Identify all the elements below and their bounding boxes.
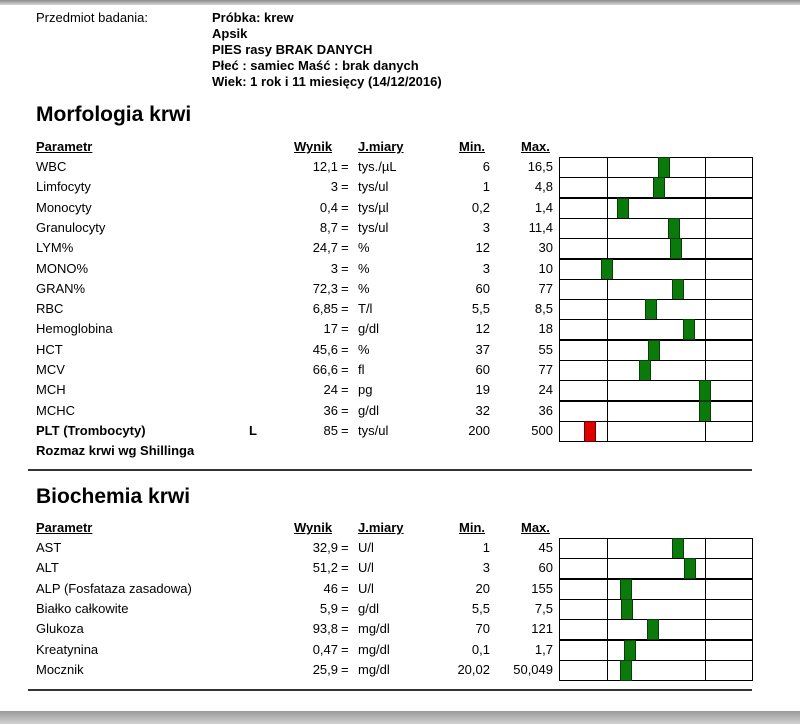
row-equals-sign: =: [341, 641, 349, 657]
row-flag: L: [249, 422, 257, 438]
row-parameter-name: MCV: [36, 362, 65, 377]
row-result-value: 3: [330, 260, 338, 276]
row-unit: U/l: [358, 540, 374, 555]
result-marker: [647, 619, 659, 640]
range-cell-high: [705, 299, 753, 320]
result-marker: [620, 660, 632, 681]
row-max: 1,7: [534, 641, 553, 657]
row-result-value: 85: [323, 422, 338, 438]
row-result-value: 24: [323, 382, 338, 398]
section-divider: [28, 469, 752, 471]
row-max: 50,049: [513, 661, 553, 677]
row-min: 20: [475, 580, 490, 596]
row-result-value: 72,3: [312, 280, 338, 296]
row-equals-sign: =: [341, 199, 349, 215]
section-divider: [28, 689, 752, 691]
row-min: 0,2: [471, 199, 490, 215]
row-max: 16,5: [527, 159, 553, 174]
range-cell-low: [559, 660, 608, 681]
row-min: 5,5: [471, 600, 490, 616]
row-unit: %: [358, 280, 370, 296]
row-min: 32: [475, 402, 490, 418]
range-cell-low: [559, 177, 608, 198]
row-unit: U/l: [358, 560, 374, 576]
row-result-value: 3: [330, 179, 338, 195]
row-unit: %: [358, 260, 370, 276]
column-header-result: Wynik: [294, 139, 333, 154]
result-marker: [624, 640, 636, 661]
row-max: 8,5: [534, 301, 553, 317]
row-unit: g/dl: [358, 600, 379, 616]
range-cell-normal: [607, 279, 706, 300]
age-date-line: Wiek: 1 rok i 11 miesięcy (14/12/2016): [212, 74, 442, 89]
range-cell-low: [559, 401, 608, 422]
result-marker: [639, 360, 651, 381]
row-max: 30: [538, 240, 553, 256]
row-max: 77: [538, 362, 553, 377]
row-result-value: 25,9: [312, 661, 338, 677]
range-cell-high: [705, 401, 753, 422]
row-equals-sign: =: [341, 600, 349, 616]
range-cell-high: [705, 279, 753, 300]
row-parameter-name: RBC: [36, 301, 64, 317]
column-header-unit: J.miary: [358, 520, 404, 535]
row-result-value: 6,85: [312, 301, 338, 317]
species-line: PIES rasy BRAK DANYCH: [212, 42, 373, 57]
row-min: 200: [468, 422, 490, 438]
row-unit: tys/ul: [358, 219, 389, 235]
column-header-max: Max.: [521, 520, 550, 535]
row-max: 4,8: [534, 179, 553, 195]
row-parameter-name: Granulocyty: [36, 219, 106, 235]
row-min: 1: [482, 540, 490, 555]
range-cell-normal: [607, 640, 706, 661]
range-cell-low: [559, 157, 608, 178]
row-equals-sign: =: [341, 580, 349, 596]
row-parameter-name: Kreatynina: [36, 641, 99, 657]
row-parameter-name: Hemoglobina: [36, 321, 113, 337]
range-cell-low: [559, 299, 608, 320]
row-parameter-name: ALT: [36, 560, 59, 576]
range-cell-normal: [607, 259, 706, 280]
row-unit: tys./µL: [358, 159, 397, 174]
row-max: 155: [531, 580, 553, 596]
range-cell-low: [559, 599, 608, 620]
range-cell-normal: [607, 157, 706, 178]
result-marker: [670, 238, 682, 259]
window-bottom-border: [0, 711, 800, 724]
range-cell-low: [559, 238, 608, 259]
result-marker: [621, 599, 633, 620]
row-max: 11,4: [528, 219, 553, 235]
row-max: 18: [538, 321, 553, 337]
range-cell-high: [705, 218, 753, 239]
range-cell-low: [559, 340, 608, 361]
row-result-value: 66,6: [312, 362, 338, 377]
window-top-border: [0, 0, 800, 5]
row-unit: mg/dl: [358, 621, 390, 637]
row-equals-sign: =: [341, 422, 349, 438]
row-max: 7,5: [534, 600, 553, 616]
range-cell-normal: [607, 380, 706, 401]
row-unit: tys/ul: [358, 422, 389, 438]
row-unit: T/l: [358, 301, 373, 317]
row-equals-sign: =: [341, 362, 349, 377]
row-equals-sign: =: [341, 321, 349, 337]
row-max: 77: [538, 280, 553, 296]
row-parameter-name: Limfocyty: [36, 179, 91, 195]
range-cell-high: [705, 360, 753, 381]
row-max: 55: [538, 341, 553, 357]
row-equals-sign: =: [341, 219, 349, 235]
row-equals-sign: =: [341, 382, 349, 398]
result-marker: [601, 259, 613, 280]
row-min: 1: [482, 179, 490, 195]
row-max: 10: [538, 260, 553, 276]
range-cell-high: [705, 619, 753, 640]
row-unit: mg/dl: [358, 641, 390, 657]
row-unit: %: [358, 341, 370, 357]
row-min: 12: [475, 321, 490, 337]
subject-label: Przedmiot badania:: [36, 10, 149, 25]
row-unit: U/l: [358, 580, 374, 596]
range-cell-low: [559, 538, 608, 559]
range-cell-low: [559, 579, 608, 600]
row-equals-sign: =: [341, 280, 349, 296]
row-max: 24: [538, 382, 553, 398]
row-equals-sign: =: [341, 560, 349, 576]
row-parameter-name: WBC: [36, 159, 67, 174]
row-equals-sign: =: [341, 621, 349, 637]
row-max: 45: [538, 540, 553, 555]
column-header-min: Min.: [459, 139, 485, 154]
row-parameter-name: MONO%: [36, 260, 88, 276]
range-cell-normal: [607, 360, 706, 381]
result-marker: [658, 157, 670, 178]
range-cell-high: [705, 640, 753, 661]
range-cell-high: [705, 259, 753, 280]
row-result-value: 24,7: [312, 240, 338, 256]
row-min: 37: [475, 341, 490, 357]
row-parameter-name: Monocyty: [36, 199, 92, 215]
range-cell-low: [559, 380, 608, 401]
section-title: Biochemia krwi: [36, 485, 191, 508]
row-result-value: 93,8: [312, 621, 338, 637]
row-parameter-name: PLT (Trombocyty): [36, 422, 146, 438]
row-unit: g/dl: [358, 321, 379, 337]
result-marker: [699, 380, 711, 401]
row-equals-sign: =: [341, 159, 349, 174]
row-min: 70: [475, 621, 490, 637]
row-min: 0,1: [471, 641, 490, 657]
row-result-value: 12,1: [312, 159, 338, 174]
row-min: 5,5: [471, 301, 490, 317]
range-cell-high: [705, 157, 753, 178]
row-parameter-name: Glukoza: [36, 621, 84, 637]
row-parameter-name: Mocznik: [36, 661, 84, 677]
range-cell-high: [705, 558, 753, 579]
range-cell-high: [705, 340, 753, 361]
animal-name: Apsik: [212, 26, 248, 41]
row-parameter-name: HCT: [36, 341, 63, 357]
range-cell-low: [559, 558, 608, 579]
range-cell-low: [559, 198, 608, 219]
range-cell-normal: [607, 538, 706, 559]
range-cell-low: [559, 619, 608, 640]
column-header-result: Wynik: [294, 520, 333, 535]
range-cell-normal: [607, 401, 706, 422]
result-marker: [672, 538, 684, 559]
row-unit: %: [358, 240, 370, 256]
row-result-value: 46: [323, 580, 338, 596]
result-marker: [653, 177, 665, 198]
range-cell-high: [705, 538, 753, 559]
row-max: 500: [531, 422, 553, 438]
range-cell-high: [705, 177, 753, 198]
column-header-min: Min.: [459, 520, 485, 535]
range-cell-low: [559, 360, 608, 381]
row-min: 3: [482, 219, 490, 235]
row-min: 19: [475, 382, 490, 398]
row-parameter-name: MCHC: [36, 402, 75, 418]
result-marker: [683, 319, 695, 340]
row-equals-sign: =: [341, 260, 349, 276]
row-result-value: 0,47: [312, 641, 338, 657]
range-cell-high: [705, 198, 753, 219]
result-marker: [668, 218, 680, 239]
row-min: 12: [475, 240, 490, 256]
row-parameter-name: GRAN%: [36, 280, 86, 296]
result-marker: [672, 279, 684, 300]
row-equals-sign: =: [341, 301, 349, 317]
sample-line: Próbka: krew: [212, 10, 294, 25]
result-marker: [617, 198, 629, 219]
range-cell-low: [559, 319, 608, 340]
row-equals-sign: =: [341, 402, 349, 418]
result-marker: [699, 401, 711, 422]
row-unit: tys/µl: [358, 199, 389, 215]
result-marker: [620, 579, 632, 600]
section-title: Morfologia krwi: [36, 103, 192, 126]
column-header-max: Max.: [521, 139, 550, 154]
row-max: 60: [538, 560, 553, 576]
column-header-unit: J.miary: [358, 139, 404, 154]
row-result-value: 0,4: [319, 199, 338, 215]
column-header-param: Parametr: [36, 520, 93, 535]
row-parameter-name: Białko całkowite: [36, 600, 129, 616]
range-cell-low: [559, 279, 608, 300]
range-cell-high: [705, 421, 753, 442]
row-parameter-name: AST: [36, 540, 62, 555]
row-min: 3: [482, 260, 490, 276]
row-result-value: 45,6: [312, 341, 338, 357]
row-result-value: 17: [323, 321, 338, 337]
range-cell-high: [705, 579, 753, 600]
row-min: 3: [482, 560, 490, 576]
row-parameter-name: ALP (Fosfataza zasadowa): [36, 580, 192, 596]
row-unit: mg/dl: [358, 661, 390, 677]
row-result-value: 32,9: [312, 540, 338, 555]
row-max: 1,4: [534, 199, 553, 215]
row-unit: tys/ul: [358, 179, 389, 195]
range-cell-low: [559, 640, 608, 661]
row-equals-sign: =: [341, 240, 349, 256]
column-header-param: Parametr: [36, 139, 93, 154]
range-cell-normal: [607, 421, 706, 442]
range-cell-high: [705, 319, 753, 340]
row-result-value: 36: [323, 402, 338, 418]
result-marker: [684, 558, 696, 579]
row-parameter-name: MCH: [36, 382, 66, 398]
row-result-value: 8,7: [319, 219, 338, 235]
result-marker: [648, 340, 660, 361]
row-unit: pg: [358, 382, 373, 398]
row-unit: g/dl: [358, 402, 379, 418]
range-cell-high: [705, 380, 753, 401]
range-cell-low: [559, 218, 608, 239]
range-cell-high: [705, 238, 753, 259]
row-min: 6: [482, 159, 490, 174]
result-marker: [645, 299, 657, 320]
row-equals-sign: =: [341, 179, 349, 195]
row-min: 20,02: [457, 661, 490, 677]
range-cell-normal: [607, 218, 706, 239]
row-result-value: 5,9: [319, 600, 338, 616]
section-footer: Rozmaz krwi wg Shillinga: [36, 443, 195, 459]
range-cell-high: [705, 599, 753, 620]
row-equals-sign: =: [341, 341, 349, 357]
row-parameter-name: LYM%: [36, 240, 74, 256]
row-max: 121: [531, 621, 553, 637]
sex-color-line: Płeć : samiec Maść : brak danych: [212, 58, 419, 73]
row-min: 60: [475, 280, 490, 296]
row-equals-sign: =: [341, 540, 349, 555]
range-cell-high: [705, 660, 753, 681]
result-marker: [584, 421, 596, 442]
row-result-value: 51,2: [312, 560, 338, 576]
row-unit: fl: [358, 362, 365, 377]
range-cell-normal: [607, 238, 706, 259]
row-equals-sign: =: [341, 661, 349, 677]
row-min: 60: [475, 362, 490, 377]
row-max: 36: [538, 402, 553, 418]
